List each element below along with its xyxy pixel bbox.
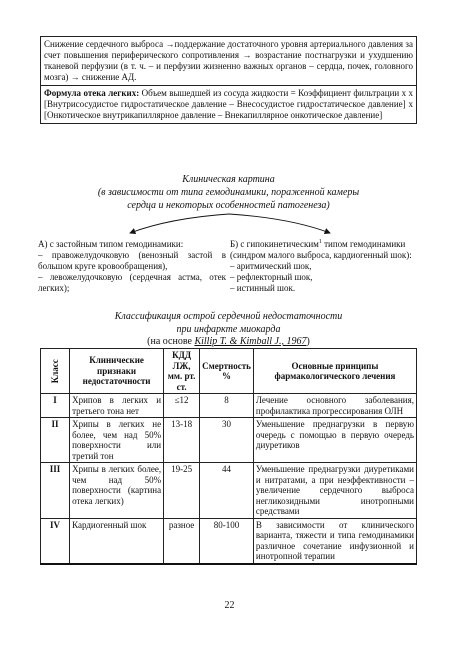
clinical-title: Клиническая картина xyxy=(182,174,275,185)
header-principles: Основные принципы фармакологического лечения xyxy=(253,349,416,394)
classification-heading xyxy=(40,310,417,336)
table-row xyxy=(41,394,417,418)
treatment-cell: Уменьшение преднагрузки диуретиками и нитратами, а при неэффективности – увеличение сердечного выброса негликозидными инотропными средствами xyxy=(253,463,416,519)
kdd-cell: ≤12 xyxy=(164,394,200,418)
footnote-marker: 1 xyxy=(318,239,322,245)
class-cell: I xyxy=(41,394,70,418)
treatment-cell: Лечение основного заболевания, профилактика прогрессирования ОЛН xyxy=(253,394,416,418)
class-cell: II xyxy=(41,418,70,463)
signs-cell: Кардиогенный шок xyxy=(70,518,164,564)
arrow-left xyxy=(130,214,229,233)
formula-label: Формула отека легких: xyxy=(44,88,140,98)
formula-text: Объем вышедшей из сосуда жидкости = Коэффициент фильтрации x x [Внутрисосудистое гидростатическое давление – Внесосудистое гидростатическое давление] x [Онкотическое внутрикапиллярное давление – Внекапиллярное онкотическое давление] xyxy=(44,88,413,120)
classification-title-2: при инфаркте миокарда xyxy=(176,324,281,335)
table-header-row xyxy=(41,349,417,394)
arrow-right xyxy=(229,214,330,233)
header-class: Класс xyxy=(41,349,70,394)
classification-title-1: Классификация острой сердечной недостаточности xyxy=(114,311,343,322)
class-cell: IV xyxy=(41,518,70,564)
treatment-cell: Уменьшение преднагрузки в первую очередь с помощью в первую очередь диуретиков xyxy=(253,418,416,463)
clinical-subtitle-1: (в зависимости от типа гемодинамики, пораженной камеры xyxy=(97,187,360,198)
table-row xyxy=(41,463,417,519)
signs-cell: Хрипы в легких более, чем над 50% поверхности (картина отека легких) xyxy=(70,463,164,519)
mortality-cell: 30 xyxy=(200,418,254,463)
signs-cell: Хрипы в легких не более, чем над 50% поверхности или третий тон xyxy=(70,418,164,463)
class-cell: III xyxy=(41,463,70,519)
table-row xyxy=(41,418,417,463)
hypokinetic-type-title: Б) с гипокинетическим$^1$ типом гемодинамики (синдром малого выброса, кардиогенный шок): xyxy=(230,239,412,260)
arrhythmic-shock-item: – аритмический шок, xyxy=(230,261,312,271)
kdd-cell: 19-25 xyxy=(164,463,200,519)
congestive-type-title: А) с застойным типом гемодинамики: xyxy=(38,239,184,249)
congestive-type-column xyxy=(38,239,226,294)
clinical-subtitle-2: сердца и некоторых особенностей патогенеза) xyxy=(127,200,330,211)
hypokinetic-type-column xyxy=(230,239,418,294)
table-row xyxy=(41,518,417,564)
right-ventricular-item: – правожелудочковую (венозный застой в большом круге кровообращения), xyxy=(38,250,226,271)
basis-author: Killip T. & Kimball J., 1967 xyxy=(194,336,307,347)
killip-table xyxy=(40,348,417,565)
mortality-cell: 8 xyxy=(200,394,254,418)
header-mortality: Смертность % xyxy=(200,349,254,394)
treatment-cell: В зависимости от клинического варианта, тяжести и типа гемодинамики различное сочетание инфузионной и инотропной терапии xyxy=(253,518,416,564)
pathogenesis-text: Снижение сердечного выброса →поддержание достаточного уровня артериального давления за счет повышения периферического сопротивления → возрастание постнагрузки и ухудшению тканевой перфузии (в т. ч. – и перфузии жизненно важных органов – сердца, почек, головного мозга) → снижение АД. xyxy=(44,39,413,82)
kdd-cell: 13-18 xyxy=(164,418,200,463)
clinical-heading xyxy=(40,173,417,212)
mortality-cell: 44 xyxy=(200,463,254,519)
classification-basis: (на основе Killip T. & Kimball J., 1967) xyxy=(147,336,310,347)
signs-cell: Хрипов в легких и третьего тона нет xyxy=(70,394,164,418)
header-kdd: КДД ЛЖ, мм. рт. ст. xyxy=(164,349,200,394)
pathogenesis-box xyxy=(40,36,417,124)
kdd-cell: разное xyxy=(164,518,200,564)
header-signs: Клинические признаки недостаточности xyxy=(70,349,164,394)
page-number: 22 xyxy=(224,600,235,611)
reflex-shock-item: – рефлекторный шок, xyxy=(230,272,313,282)
edema-formula xyxy=(41,85,416,123)
left-ventricular-item: – левожелудочковую (сердечная астма, отек легких); xyxy=(38,272,226,293)
true-shock-item: – истинный шок. xyxy=(230,283,296,293)
mortality-cell: 80-100 xyxy=(200,518,254,564)
